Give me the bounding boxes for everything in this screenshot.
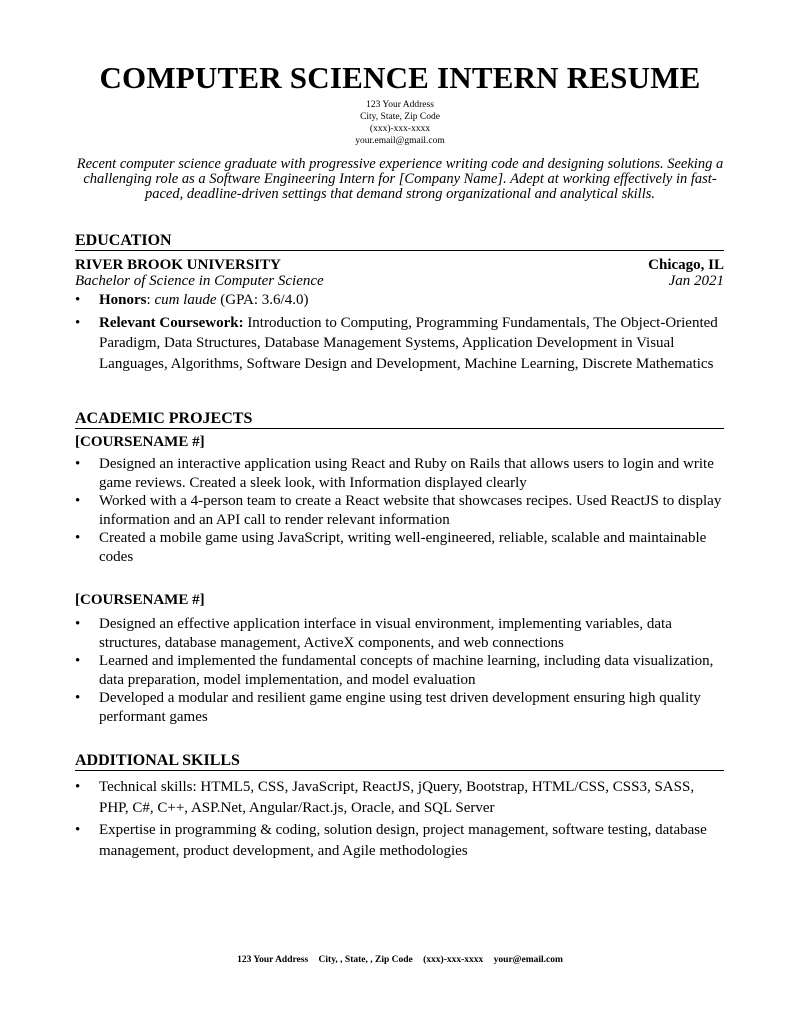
footer-address: 123 Your Address <box>237 955 309 965</box>
list-item <box>75 652 724 689</box>
list-item <box>75 313 724 375</box>
resume-title: COMPUTER SCIENCE INTERN RESUME <box>99 60 701 95</box>
list-item <box>75 615 724 652</box>
contact-email: your.email@gmail.com <box>355 136 445 146</box>
contact-block <box>0 99 800 147</box>
project-bullet: Designed an interactive application using React and Ruby on Rails that allows users to login and write game reviews. Created a sleek look, with Information displayed clearly <box>99 456 714 491</box>
school-name: RIVER BROOK UNIVERSITY <box>75 257 281 273</box>
contact-phone: (xxx)-xxx-xxxx <box>369 124 431 134</box>
bullet-glyph: • <box>75 822 81 838</box>
footer-email: your@email.com <box>493 955 563 965</box>
education-degree-row <box>75 273 724 289</box>
bullet-glyph: • <box>75 616 81 632</box>
honors-sep: : <box>146 292 155 308</box>
bullet-glyph: • <box>75 314 81 331</box>
footer-city: City, , State, , Zip Code <box>318 955 413 965</box>
contact-city-state-zip: City, State, Zip Code <box>360 112 440 122</box>
footer-phone: (xxx)-xxx-xxxx <box>423 955 484 965</box>
skill-bullet: Expertise in programming & coding, solution design, project management, software testing, database management, product development, and Agile methodologies <box>99 822 707 859</box>
list-item <box>75 820 724 861</box>
bullet-glyph: • <box>75 456 81 472</box>
coursework-value: Introduction to Computing, Programming Fundamentals, The Object-Oriented Paradigm, Data Structures, Database Management Systems, Application Development in Visual Languages, Algorithms, Software Design and Development, Machine Learning, Discrete Mathematics <box>99 314 718 372</box>
coursework-label: Relevant Coursework: <box>99 314 244 331</box>
projects-heading: ACADEMIC PROJECTS <box>75 410 724 429</box>
list-item <box>75 689 724 726</box>
project-bullet: Worked with a 4-person team to create a React website that showcases recipes. Used ReactJS to display information and an API call to render relevant information <box>99 493 722 528</box>
summary-text: Recent computer science graduate with progressive experience writing code and designing solutions. Seeking a challenging role as a Software Engineering Intern for [Company Name]. Adept at working effectively in fast-paced, deadline-driven settings that demand strong organizational and analytical skills. <box>76 156 724 202</box>
course-name-1: [COURSENAME #] <box>75 434 205 450</box>
education-bullets <box>75 290 724 374</box>
degree-date: Jan 2021 <box>668 273 724 289</box>
bullet-glyph: • <box>75 779 81 795</box>
school-location: Chicago, IL <box>648 257 724 273</box>
education-school-row <box>75 257 724 273</box>
project-bullet: Created a mobile game using JavaScript, writing well-engineered, reliable, scalable and maintainable codes <box>99 530 707 565</box>
bullet-glyph: • <box>75 530 81 546</box>
honors-gpa: (GPA: 3.6/4.0) <box>216 292 309 308</box>
list-item <box>75 455 724 492</box>
skill-bullet: Technical skills: HTML5, CSS, JavaScript, ReactJS, jQuery, Bootstrap, HTML/CSS, CSS3, SASS, PHP, C#, C++, ASP.Net, Angular/Ract.js, Oracle, and SQL Server <box>99 779 695 816</box>
project-1-bullets <box>75 455 724 566</box>
list-item <box>75 777 724 818</box>
contact-address: 123 Your Address <box>366 100 434 110</box>
bullet-glyph: • <box>75 493 81 509</box>
project-2-bullets <box>75 615 724 726</box>
footer-contact <box>0 955 800 965</box>
list-item <box>75 290 724 311</box>
list-item <box>75 529 724 566</box>
list-item <box>75 492 724 529</box>
honors-value: cum laude <box>154 292 217 308</box>
project-bullet: Designed an effective application interface in visual environment, implementing variables, data structures, database management, ActiveX components, and web connections <box>99 616 672 651</box>
honors-label: Honors <box>99 292 147 308</box>
degree-name: Bachelor of Science in Computer Science <box>75 273 324 289</box>
bullet-glyph: • <box>75 653 81 669</box>
course-name-2: [COURSENAME #] <box>75 592 205 608</box>
skills-heading: ADDITIONAL SKILLS <box>75 752 724 771</box>
project-bullet: Learned and implemented the fundamental concepts of machine learning, including data visualization, data preparation, model implementation, and model evaluation <box>99 653 714 688</box>
education-heading: EDUCATION <box>75 232 724 251</box>
bullet-glyph: • <box>75 690 81 706</box>
bullet-glyph: • <box>75 292 81 308</box>
project-bullet: Developed a modular and resilient game engine using test driven development ensuring high quality performant games <box>99 690 701 725</box>
skills-bullets <box>75 777 724 861</box>
